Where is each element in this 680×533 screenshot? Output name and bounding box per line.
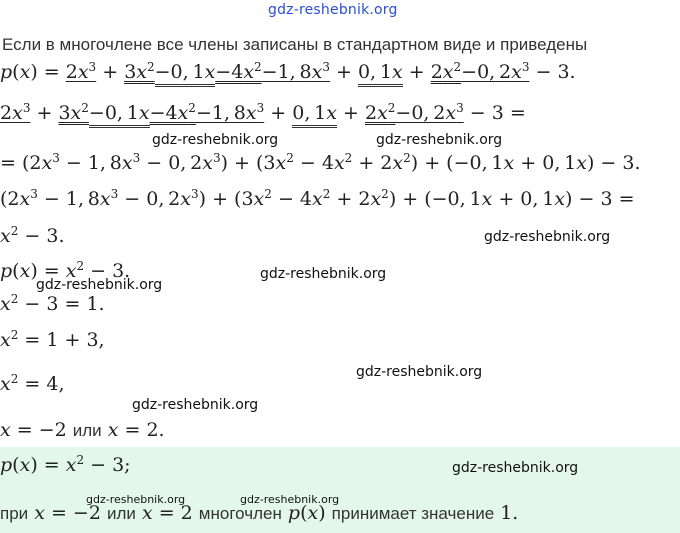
watermark-top: gdz-reshebnik.org [268, 2, 398, 18]
word-or: или [106, 504, 136, 523]
intro-text: Если в многочлене все члены записаны в стандартном виде и приведены [2, 35, 588, 54]
answer-line-2: при x = −2 или x = 2 многочлен p(x) принимает значение 1. [0, 502, 519, 524]
eq-line-7: $x^2 - 3 = 1$. [0, 292, 105, 315]
eq-line-1: $p(x) = 2x^3 + 3x^2-0$, $1x-4x^2-1$, $8x^3 + 0$, $1x + 2x^2-0$, $2x^3 - 3$. [0, 63, 576, 82]
watermark: gdz-reshebnik.org [452, 460, 579, 476]
word-or: или [72, 421, 102, 440]
eq-line-10: x = −2 или x = 2. [0, 419, 165, 441]
eq-line-3: = ($2x^3 - 1$, $8x^3 - 0$, $2x^3) + (3x^2 - 4x^2 + 2x^2) + (-0$, 1x + 0, 1x) − 3. [0, 151, 641, 174]
eq-line-4: ($2x^3 - 1$, $8x^3 - 0$, $2x^3) + (3x^2 - 4x^2 + 2x^2) + (-0$, 1x + 0, 1x) − 3 = [0, 187, 635, 210]
watermark: gdz-reshebnik.org [356, 364, 483, 380]
watermark: gdz-reshebnik.org [152, 132, 279, 148]
watermark: gdz-reshebnik.org [376, 132, 503, 148]
eq-line-5: $x^2 - 3$. [0, 224, 65, 247]
watermark: gdz-reshebnik.org [260, 266, 387, 282]
word-at: при [0, 504, 29, 523]
word-polynomial: многочлен [198, 504, 282, 523]
eq-line-9: $x^2 = 4$, [0, 372, 65, 395]
watermark: gdz-reshebnik.org [36, 277, 163, 293]
eq-line-8: $x^2 = 1 + 3$, [0, 328, 105, 351]
watermark: gdz-reshebnik.org [86, 493, 186, 506]
watermark: gdz-reshebnik.org [484, 229, 611, 245]
eq-line-2: $2x^3 + 3x^2-0$, $1x-4x^2-1$, $8x^3 + 0$, $1x + 2x^2-0$, $2x^3 - 3$ = [0, 104, 526, 123]
watermark: gdz-reshebnik.org [240, 493, 340, 506]
word-takes-value: принимает значение [331, 504, 495, 523]
eq-line-6: $p(x) = x^2 - 3$. [0, 259, 131, 282]
answer-line-1: $p(x) = x^2 - 3$; [0, 453, 131, 476]
watermark: gdz-reshebnik.org [132, 397, 259, 413]
